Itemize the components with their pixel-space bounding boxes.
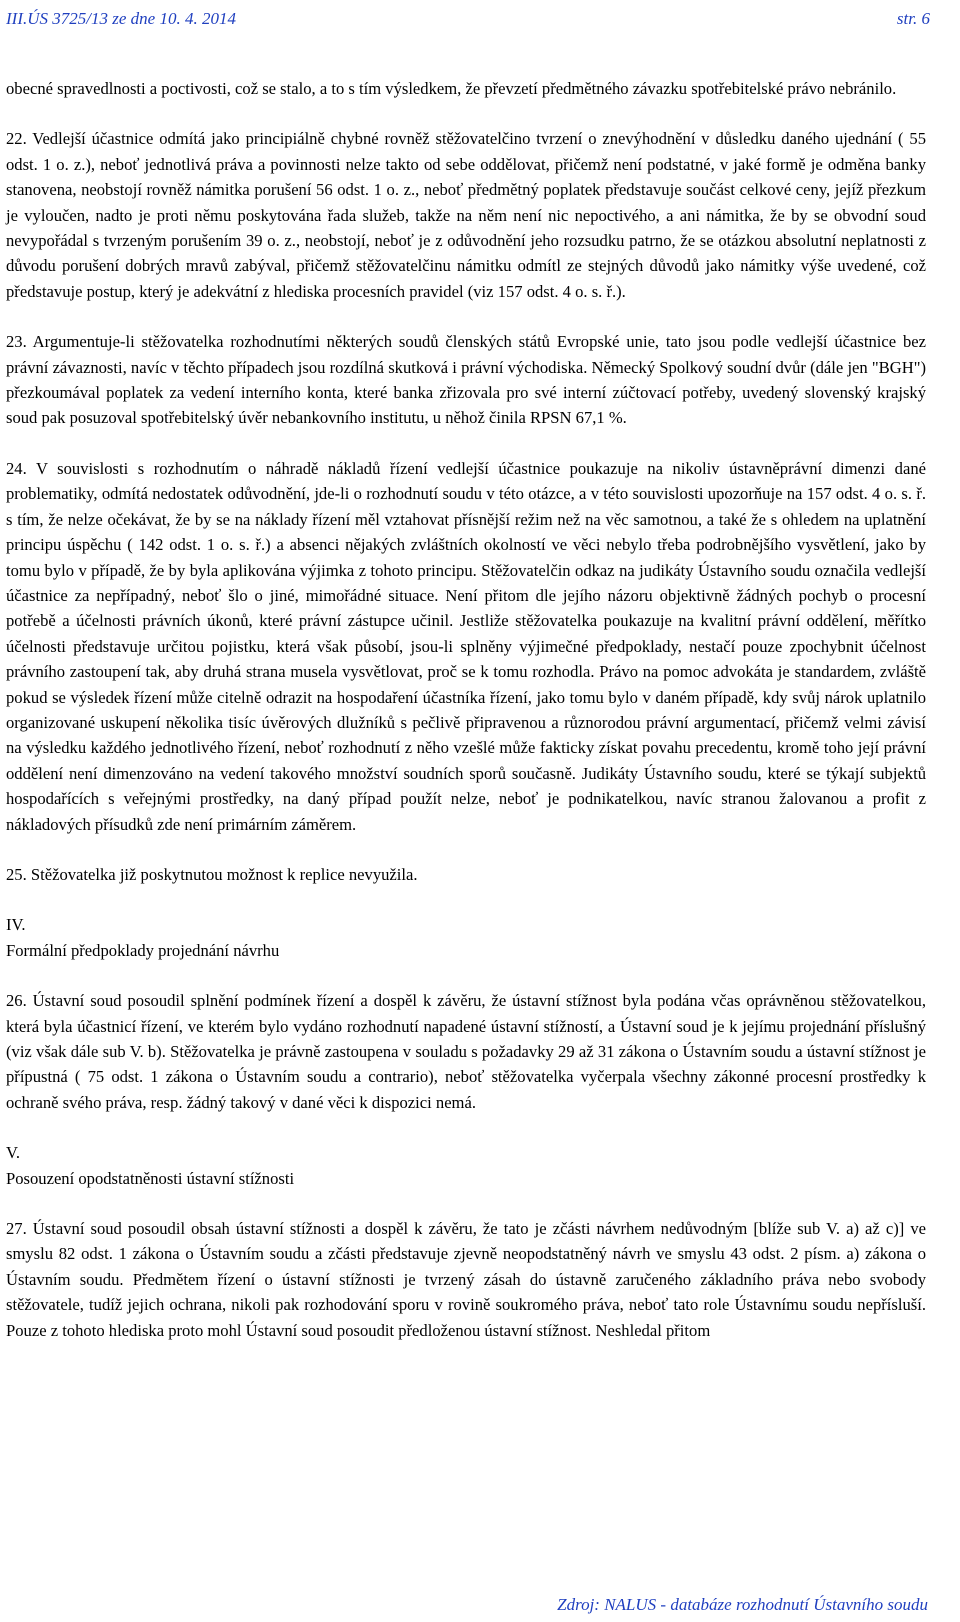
document-body — [6, 76, 926, 1343]
page-number: str. 6 — [896, 9, 930, 28]
paragraph-26: 26. Ústavní soud posoudil splnění podmínek řízení a dospěl k závěru, že ústavní stížnost byla podána včas oprávněnou stěžovatelkou, která byla účastnicí řízení, ve kterém bylo vydáno rozhodnutí napadené ústavní stížností, a Ústavní soud je k jejímu projednání příslušný (viz však dále sub V. b). Stěžovatelka je právně zastoupena v souladu s požadavky 29 až 31 zákona o Ústavním soudu a ústavní stížnost je přípustná ( 75 odst. 1 zákona o Ústavním soudu a contrario), neboť stěžovatelka vyčerpala všechny zákonné procesní prostředky k ochraně svého práva, resp. žádný takový v dané věci k dispozici nemá. — [6, 991, 926, 1112]
section-iv-label: IV. — [6, 915, 26, 935]
paragraph-continuation: obecné spravedlnosti a poctivosti, což se stalo, a to s tím výsledkem, že převzetí předmětného závazku spotřebitelské právo nebránilo. — [6, 79, 897, 98]
paragraph-24: 24. V souvislosti s rozhodnutím o náhradě nákladů řízení vedlejší účastnice poukazuje na nikoliv ústavněprávní dimenzi dané problematiky, odmítá nedostatek odůvodnění, jde-li o rozhodnutí soudu v této otázce, a v této souvislosti upozorňuje na 157 odst. 4 o. s. ř. s tím, že nelze očekávat, že by se na náklady řízení měl vztahovat přísnější režim než na věc samotnou, a také že s ohledem na uplatnění principu úspěchu ( 142 odst. 1 o. s. ř.) a absenci nějakých zvláštních okolností ve věci nebylo třeba podrobnějšího vysvětlení, jako by tomu bylo v případě, že by byla aplikována výjimka z tohoto principu. Stěžovatelčin odkaz na judikáty Ústavního soudu označila vedlejší účastnice za nepřípadný, neboť šlo o jiné, mimořádné situace. Není přitom dle jejího názoru objektivně žádných pochyb o procesní potřebě a účelnosti právních úkonů, které právní zástupce učinil. Jestliže stěžovatelka poukazuje na kvalitní právní oddělení, měřítko účelnosti představuje určitou pojistku, která však působí, jsou-li splněny výjimečné předpoklady, nestačí pouze zpochybnit účelnost právního zastoupení tak, aby druhá strana musela vysvětlovat, proč se k tomu rozhodla. Právo na pomoc advokáta je standardem, zvláště pokud se výsledek řízení může citelně odrazit na hospodaření účastníka řízení, jako tomu bylo v daném případě, kdy svůj nárok uplatnilo organizované uskupení několika tisíc úvěrových dlužníků s pečlivě připravenou a různorodou právní argumentací, přičemž velmi závisí na výsledku každého jednotlivého řízení, neboť rozhodnutí z něho vzešlé může fakticky získat povahu precedentu, kromě toho její právní oddělení není dimenzováno na vedení takového množství soudních sporů současně. Judikáty Ústavního soudu, které se týkají subjektů hospodařících s veřejnými prostředky, na daný případ použít nelze, neboť je podnikatelkou, navíc stranou žalovanou a profit z nákladových přísudků zde není primárním záměrem. — [6, 458, 926, 834]
section-v-title: Posouzení opodstatněnosti ústavní stížnosti — [6, 1168, 295, 1188]
page-footer: Zdroj: NALUS - databáze rozhodnutí Ústavního soudu — [557, 1595, 928, 1614]
case-reference: III.ÚS 3725/13 ze dne 10. 4. 2014 — [6, 9, 236, 28]
paragraph-23: 23. Argumentuje-li stěžovatelka rozhodnutími některých soudů členských států Evropské unie, tato jsou podle vedlejší účastnice bez právní závaznosti, navíc v těchto případech jsou rozdílná skutková i právní východiska. Německý Spolkový soudní dvůr (dále jen "BGH") přezkoumával poplatek za vedení interního konta, které banka zřizovala pro své interní zúčtovací potřeby, uvedený slovenský krajský soud pak posuzoval spotřebitelský úvěr nebankovního institutu, u něhož činila RPSN 67,1 %. — [6, 332, 926, 428]
section-iv-title: Formální předpoklady projednání návrhu — [6, 940, 280, 960]
paragraph-25: 25. Stěžovatelka již poskytnutou možnost k replice nevyužila. — [6, 864, 418, 884]
paragraph-22: 22. Vedlejší účastnice odmítá jako principiálně chybné rovněž stěžovatelčino tvrzení o znevýhodnění v důsledku daného ujednání ( 55 odst. 1 o. z.), neboť jednotlivá práva a povinnosti nelze takto od sebe oddělovat, přičemž není podstatné, v jaké formě je odměna banky stanovena, neobstojí rovněž námitka porušení 56 odst. 1 o. z., neboť předmětný poplatek představuje součást celkové ceny, jejíž přezkum je vyloučen, nadto je proti němu poskytována řada služeb, takže na něm není nic nepoctivého, a ani námitka, že by se obvodní soud nevypořádal s tvrzeným porušením 39 o. z., neobstojí, neboť je z odůvodnění jeho rozsudku patrno, že se otázkou absolutní neplatnosti z důvodu porušení dobrých mravů zabýval, přičemž stěžovatelčinu námitku odmítl ze stejných důvodů jako námitky výše uvedené, což představuje postup, který je adekvátní z hlediska procesních pravidel (viz 157 odst. 4 o. s. ř.). — [6, 129, 926, 301]
section-v-label: V. — [6, 1143, 20, 1163]
paragraph-27: 27. Ústavní soud posoudil obsah ústavní stížnosti a dospěl k závěru, že tato je zčásti návrhem nedůvodným [blíže sub V. a) až c)] ve smyslu 82 odst. 1 zákona o Ústavním soudu a zčásti představuje zjevně neopodstatněný návrh ve smyslu 43 odst. 2 písm. a) zákona o Ústavním soudu. Předmětem řízení o ústavní stížnosti je tvrzený zásah do ústavně zaručeného základního práva nebo svobody stěžovatele, tudíž jejich ochrana, nikoli pak rozhodování sporu v rovině soukromého práva, neboť tato role Ústavnímu soudu nepřísluší. Pouze z tohoto hlediska proto mohl Ústavní soud posoudit předloženou ústavní stížnost. Neshledal přitom — [6, 1219, 926, 1340]
